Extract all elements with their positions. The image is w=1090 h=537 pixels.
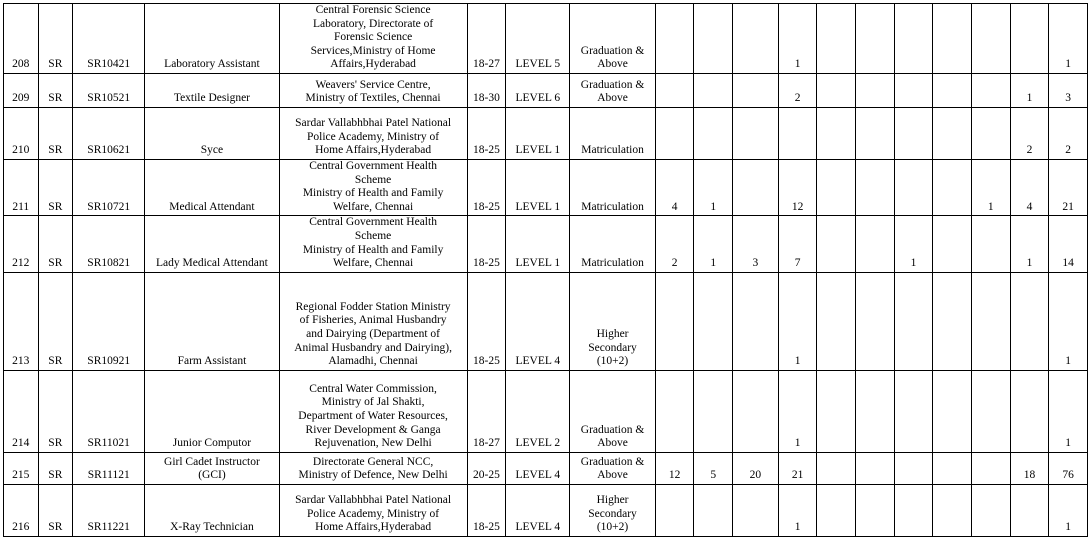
organisation-cell: Sardar Vallabhbhai Patel National Police Academy, Ministry of Home Affairs,Hyderabad [279,107,467,159]
age-limit-cell: 20-25 [467,452,506,484]
pay-level-cell: LEVEL 4 [506,484,570,536]
post-name-cell: Lady Medical Attendant [145,216,279,272]
serial-no-cell: 214 [4,370,39,452]
vacancy-sc-cell [655,272,694,370]
vacancy-st-cell: 1 [694,216,733,272]
vacancy-ews-cell [817,484,856,536]
vacancy-others-cell [1010,272,1049,370]
vacancy-sc-cell [655,4,694,74]
vacancy-esm-cell [856,272,895,370]
age-limit-cell: 18-25 [467,107,506,159]
vacancy-oh-cell [894,107,933,159]
vacancy-total-cell: 1 [1049,272,1088,370]
vacancy-sc-cell [655,370,694,452]
vacancy-sc-cell [655,107,694,159]
table-body [4,4,1088,537]
vacancy-hh-cell [933,107,972,159]
vacancy-oh-cell: 1 [894,216,933,272]
organisation-cell: Central Water Commission, Ministry of Jal Shakti, Department of Water Resources, River Development & Ganga Rejuvenation, New Delhi [279,370,467,452]
post-code-cell: SR10821 [73,216,145,272]
vacancy-others-cell: 2 [1010,107,1049,159]
post-code-cell: SR11021 [73,370,145,452]
vacancy-total-cell: 21 [1049,159,1088,215]
vacancy-ews-cell [817,107,856,159]
qualification-cell: Higher Secondary (10+2) [570,484,655,536]
post-name-cell: Textile Designer [145,73,279,107]
vacancy-others-cell: 4 [1010,159,1049,215]
vacancy-ews-cell [817,272,856,370]
vacancy-obc-cell [733,484,779,536]
table-row [4,452,1088,484]
qualification-cell: Matriculation [570,159,655,215]
serial-no-cell: 211 [4,159,39,215]
vacancy-obc-cell [733,107,779,159]
vacancy-ews-cell [817,159,856,215]
post-code-cell: SR10521 [73,73,145,107]
table-row [4,484,1088,536]
vacancy-ews-cell [817,4,856,74]
serial-no-cell: 210 [4,107,39,159]
vacancy-hh-cell [933,272,972,370]
vacancy-ur-cell: 12 [778,159,817,215]
vacancy-hh-cell [933,159,972,215]
region-cell: SR [38,216,73,272]
post-code-cell: SR11221 [73,484,145,536]
region-cell: SR [38,272,73,370]
qualification-cell: Matriculation [570,107,655,159]
pay-level-cell: LEVEL 1 [506,107,570,159]
vacancy-obc-cell [733,272,779,370]
serial-no-cell: 209 [4,73,39,107]
serial-no-cell: 215 [4,452,39,484]
vacancy-st-cell [694,107,733,159]
vacancy-table [3,3,1088,537]
post-name-cell: Medical Attendant [145,159,279,215]
vacancy-total-cell: 14 [1049,216,1088,272]
vacancy-total-cell: 76 [1049,452,1088,484]
vacancy-st-cell [694,4,733,74]
post-code-cell: SR10421 [73,4,145,74]
vacancy-st-cell [694,272,733,370]
qualification-cell: Higher Secondary (10+2) [570,272,655,370]
vacancy-vh-cell [971,107,1010,159]
vacancy-others-cell [1010,370,1049,452]
vacancy-hh-cell [933,484,972,536]
region-cell: SR [38,452,73,484]
vacancy-others-cell [1010,4,1049,74]
vacancy-sc-cell [655,73,694,107]
age-limit-cell: 18-25 [467,484,506,536]
region-cell: SR [38,4,73,74]
region-cell: SR [38,484,73,536]
serial-no-cell: 208 [4,4,39,74]
vacancy-obc-cell: 20 [733,452,779,484]
table-row [4,4,1088,74]
vacancy-ur-cell: 7 [778,216,817,272]
vacancy-total-cell: 1 [1049,484,1088,536]
organisation-cell: Central Forensic Science Laboratory, Directorate of Forensic Science Services,Ministry of Home Affairs,Hyderabad [279,4,467,74]
vacancy-esm-cell [856,4,895,74]
vacancy-st-cell [694,370,733,452]
vacancy-ur-cell [778,107,817,159]
vacancy-vh-cell [971,370,1010,452]
vacancy-vh-cell [971,4,1010,74]
post-name-cell: Laboratory Assistant [145,4,279,74]
table-row [4,370,1088,452]
pay-level-cell: LEVEL 6 [506,73,570,107]
vacancy-ur-cell: 1 [778,370,817,452]
vacancy-sc-cell: 4 [655,159,694,215]
vacancy-sc-cell: 12 [655,452,694,484]
vacancy-oh-cell [894,370,933,452]
post-name-cell: Girl Cadet Instructor (GCI) [145,452,279,484]
vacancy-sc-cell: 2 [655,216,694,272]
vacancy-oh-cell [894,159,933,215]
qualification-cell: Graduation & Above [570,370,655,452]
organisation-cell: Directorate General NCC, Ministry of Defence, New Delhi [279,452,467,484]
vacancy-ur-cell: 1 [778,484,817,536]
vacancy-vh-cell [971,484,1010,536]
vacancy-esm-cell [856,73,895,107]
vacancy-oh-cell [894,272,933,370]
vacancy-esm-cell [856,159,895,215]
region-cell: SR [38,107,73,159]
vacancy-st-cell: 1 [694,159,733,215]
vacancy-esm-cell [856,216,895,272]
vacancy-esm-cell [856,452,895,484]
region-cell: SR [38,73,73,107]
vacancy-hh-cell [933,73,972,107]
vacancy-ews-cell [817,216,856,272]
vacancy-ews-cell [817,73,856,107]
qualification-cell: Graduation & Above [570,73,655,107]
vacancy-ur-cell: 1 [778,4,817,74]
vacancy-st-cell: 5 [694,452,733,484]
vacancy-st-cell [694,484,733,536]
serial-no-cell: 212 [4,216,39,272]
post-code-cell: SR11121 [73,452,145,484]
vacancy-others-cell: 1 [1010,216,1049,272]
organisation-cell: Central Government Health Scheme Ministry of Health and Family Welfare, Chennai [279,216,467,272]
vacancy-ews-cell [817,370,856,452]
vacancy-others-cell: 18 [1010,452,1049,484]
pay-level-cell: LEVEL 2 [506,370,570,452]
table-row [4,272,1088,370]
age-limit-cell: 18-27 [467,4,506,74]
vacancy-obc-cell: 3 [733,216,779,272]
age-limit-cell: 18-25 [467,216,506,272]
vacancy-vh-cell [971,216,1010,272]
vacancy-ur-cell: 21 [778,452,817,484]
post-code-cell: SR10921 [73,272,145,370]
table-row [4,216,1088,272]
vacancy-st-cell [694,73,733,107]
table-row [4,107,1088,159]
organisation-cell: Central Government Health Scheme Ministry of Health and Family Welfare, Chennai [279,159,467,215]
vacancy-others-cell: 1 [1010,73,1049,107]
vacancy-hh-cell [933,216,972,272]
vacancy-esm-cell [856,484,895,536]
vacancy-total-cell: 1 [1049,4,1088,74]
organisation-cell: Regional Fodder Station Ministry of Fisheries, Animal Husbandry and Dairying (Department of Animal Husbandry and Dairying), Alamadhi, Chennai [279,272,467,370]
organisation-cell: Weavers' Service Centre, Ministry of Textiles, Chennai [279,73,467,107]
vacancy-obc-cell [733,159,779,215]
vacancy-hh-cell [933,452,972,484]
age-limit-cell: 18-25 [467,159,506,215]
qualification-cell: Graduation & Above [570,452,655,484]
age-limit-cell: 18-30 [467,73,506,107]
vacancy-oh-cell [894,484,933,536]
table-row [4,159,1088,215]
region-cell: SR [38,370,73,452]
qualification-cell: Matriculation [570,216,655,272]
pay-level-cell: LEVEL 4 [506,272,570,370]
serial-no-cell: 216 [4,484,39,536]
vacancy-obc-cell [733,73,779,107]
organisation-cell: Sardar Vallabhbhai Patel National Police Academy, Ministry of Home Affairs,Hyderabad [279,484,467,536]
vacancy-obc-cell [733,370,779,452]
vacancy-vh-cell [971,272,1010,370]
vacancy-vh-cell [971,452,1010,484]
vacancy-hh-cell [933,4,972,74]
post-code-cell: SR10721 [73,159,145,215]
pay-level-cell: LEVEL 1 [506,159,570,215]
vacancy-oh-cell [894,4,933,74]
vacancy-oh-cell [894,73,933,107]
vacancy-ews-cell [817,452,856,484]
vacancy-esm-cell [856,370,895,452]
vacancy-others-cell [1010,484,1049,536]
age-limit-cell: 18-25 [467,272,506,370]
vacancy-vh-cell: 1 [971,159,1010,215]
post-name-cell: Syce [145,107,279,159]
vacancy-total-cell: 2 [1049,107,1088,159]
qualification-cell: Graduation & Above [570,4,655,74]
post-name-cell: X-Ray Technician [145,484,279,536]
vacancy-ur-cell: 1 [778,272,817,370]
vacancy-total-cell: 3 [1049,73,1088,107]
vacancy-esm-cell [856,107,895,159]
table-row [4,73,1088,107]
pay-level-cell: LEVEL 4 [506,452,570,484]
vacancy-obc-cell [733,4,779,74]
vacancy-sc-cell [655,484,694,536]
vacancy-total-cell: 1 [1049,370,1088,452]
pay-level-cell: LEVEL 1 [506,216,570,272]
age-limit-cell: 18-27 [467,370,506,452]
post-code-cell: SR10621 [73,107,145,159]
vacancy-ur-cell: 2 [778,73,817,107]
post-name-cell: Junior Computor [145,370,279,452]
vacancy-vh-cell [971,73,1010,107]
vacancy-oh-cell [894,452,933,484]
post-name-cell: Farm Assistant [145,272,279,370]
region-cell: SR [38,159,73,215]
vacancy-hh-cell [933,370,972,452]
pay-level-cell: LEVEL 5 [506,4,570,74]
serial-no-cell: 213 [4,272,39,370]
